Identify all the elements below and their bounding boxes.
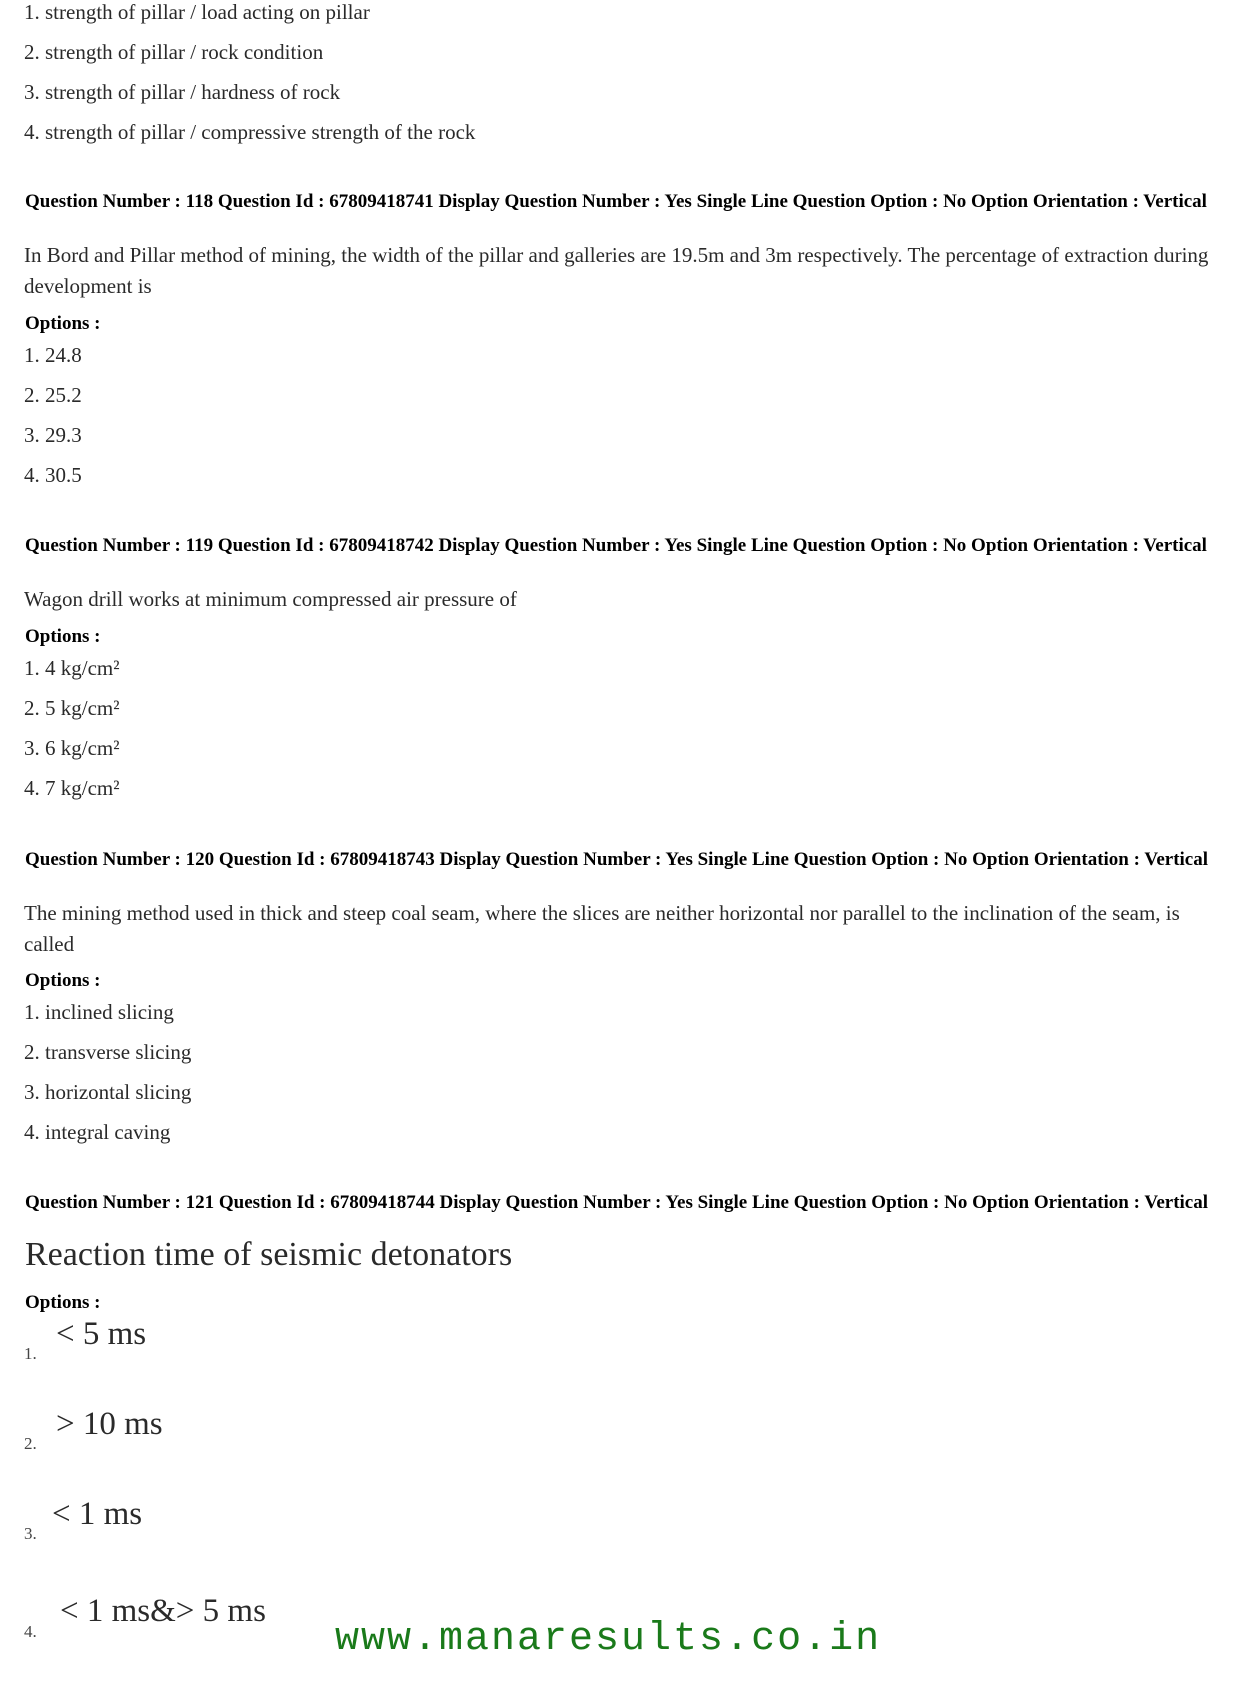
q121-option-1-number: 1. xyxy=(24,1344,37,1363)
q119-option-4: 4. 7 kg/cm² xyxy=(24,776,120,800)
q121-text: Reaction time of seismic detonators xyxy=(25,1236,513,1273)
q121-option-2-number: 2. xyxy=(24,1434,37,1453)
q119-option-3: 3. 6 kg/cm² xyxy=(24,736,120,760)
q119-text: Wagon drill works at minimum compressed air pressure of xyxy=(24,587,517,611)
q118-text: In Bord and Pillar method of mining, the width of the pillar and galleries are 19.5m and 3m respectively. The percentage of extraction during development is xyxy=(24,243,1209,298)
q121-options-label: Options : xyxy=(25,1292,101,1313)
q118-options-label: Options : xyxy=(25,313,101,334)
q119-option-1: 1. 4 kg/cm² xyxy=(24,656,120,680)
q118-option-1: 1. 24.8 xyxy=(24,343,82,367)
q120-header: Question Number : 120 Question Id : 67809418743 Display Question Number : Yes Single Line Question Option : No Option Orientation : Vertical xyxy=(25,849,1209,870)
q119-option-2: 2. 5 kg/cm² xyxy=(24,696,120,720)
q120-option-2: 2. transverse slicing xyxy=(24,1040,192,1064)
q119-options-label: Options : xyxy=(25,626,101,647)
q121-option-1-value: < 5 ms xyxy=(56,1316,147,1352)
q120-option-3: 3. horizontal slicing xyxy=(24,1080,192,1104)
q121-option-2-value: > 10 ms xyxy=(56,1406,163,1442)
q118-option-3: 3. 29.3 xyxy=(24,423,82,447)
prev-option-1: 1. strength of pillar / load acting on pillar xyxy=(24,0,370,24)
q121-option-4-value: < 1 ms&> 5 ms xyxy=(60,1593,266,1629)
q121-option-3-number: 3. xyxy=(24,1524,37,1543)
q119-header: Question Number : 119 Question Id : 67809418742 Display Question Number : Yes Single Line Question Option : No Option Orientation : Vertical xyxy=(25,535,1207,556)
q121-option-4-number: 4. xyxy=(24,1622,37,1641)
q120-option-1: 1. inclined slicing xyxy=(24,1000,174,1024)
prev-option-3: 3. strength of pillar / hardness of rock xyxy=(24,80,341,104)
prev-option-4: 4. strength of pillar / compressive strength of the rock xyxy=(24,120,476,144)
prev-option-2: 2. strength of pillar / rock condition xyxy=(24,40,324,64)
q121-option-3-value: < 1 ms xyxy=(52,1496,143,1532)
q120-option-4: 4. integral caving xyxy=(24,1120,171,1144)
q120-text: The mining method used in thick and steep coal seam, where the slices are neither horizontal nor parallel to the inclination of the seam, is called xyxy=(24,901,1180,956)
q121-header: Question Number : 121 Question Id : 67809418744 Display Question Number : Yes Single Line Question Option : No Option Orientation : Vertical xyxy=(25,1192,1209,1213)
watermark-link[interactable]: www.manaresults.co.in xyxy=(335,1617,882,1662)
q118-option-2: 2. 25.2 xyxy=(24,383,82,407)
q120-options-label: Options : xyxy=(25,970,101,991)
q118-header: Question Number : 118 Question Id : 67809418741 Display Question Number : Yes Single Line Question Option : No Option Orientation : Vertical xyxy=(25,191,1207,212)
q118-option-4: 4. 30.5 xyxy=(24,463,82,487)
